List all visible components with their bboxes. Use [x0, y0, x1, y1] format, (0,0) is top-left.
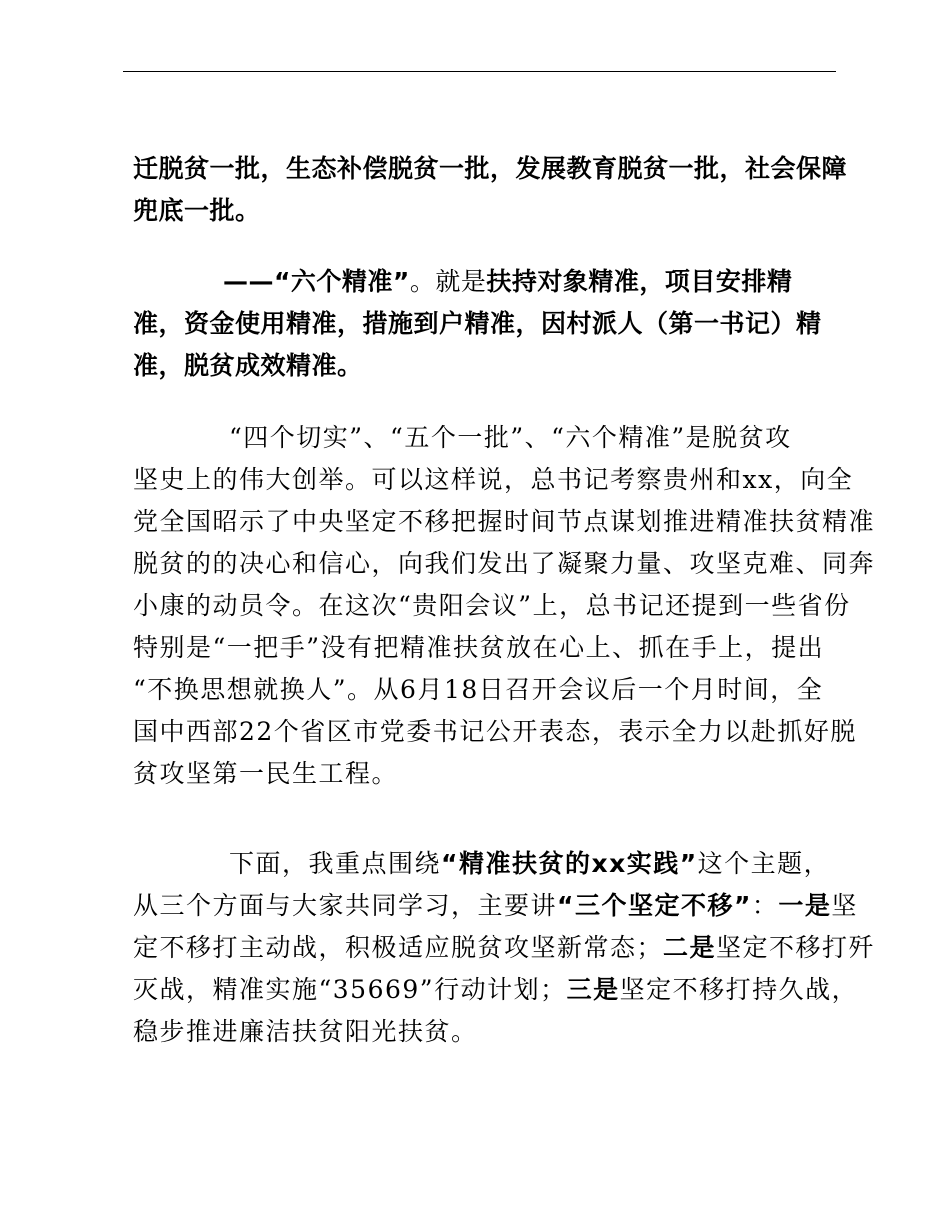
bold-phrase: “三个坚定不移” — [557, 891, 752, 920]
text-line — [133, 969, 859, 1011]
paragraph-4 — [133, 843, 876, 1053]
text-line: “不换思想就换人”。从6月18日召开会议后一个月时间，全 — [133, 675, 824, 704]
paragraph-2 — [133, 261, 833, 387]
bold-phrase: 三是 — [566, 975, 620, 1004]
inline-text: 坚 — [831, 891, 858, 920]
inline-text: 坚定不移打歼 — [716, 933, 876, 962]
inline-text: 定不移打主动战，积极适应脱贫攻坚新常态； — [133, 933, 664, 962]
inline-text: 。就是 — [409, 267, 487, 296]
text-line — [133, 261, 833, 303]
text-line — [133, 843, 833, 885]
text-line: 国中西部22个省区市党委书记公开表态，表示全力以赴抓好脱 — [133, 717, 857, 746]
text-line: 迁脱贫一批，生态补偿脱贫一批，发展教育脱贫一批，社会保障 — [133, 154, 848, 183]
inline-text: 灭战，精准实施“35669”行动计划； — [133, 975, 567, 1004]
paragraph-1 — [133, 148, 848, 232]
text-line: 兜底一批。 — [133, 196, 261, 225]
text-line: 坚史上的伟大创举。可以这样说，总书记考察贵州和xx，向全 — [133, 465, 854, 494]
inline-text: ： — [751, 891, 779, 920]
text-line — [133, 885, 858, 927]
text-line: 脱贫的的决心和信心，向我们发出了凝聚力量、攻坚克难、同奔 — [133, 549, 876, 578]
text-line: 贫攻坚第一民生工程。 — [133, 759, 399, 788]
text-line: 小康的动员令。在这次“贵阳会议”上，总书记还提到一些省份 — [133, 591, 851, 620]
inline-text: 下面，我重点围绕 — [229, 849, 442, 878]
text-line: 党全国昭示了中央坚定不移把握时间节点谋划推进精准扶贫精准 — [133, 507, 876, 536]
inline-text: 坚定不移打持久战， — [619, 975, 859, 1004]
text-line — [133, 927, 876, 969]
bold-phrase: 二是 — [663, 933, 717, 962]
text-line: 稳步推进廉洁扶贫阳光扶贫。 — [133, 1017, 478, 1046]
inline-text: 扶持对象精准，项目安排精 — [486, 267, 793, 296]
paragraph-3 — [133, 417, 876, 795]
header-rule — [123, 71, 836, 72]
inline-text: 从三个方面与大家共同学习，主要讲 — [133, 891, 558, 920]
inline-text: 这个主题， — [697, 849, 831, 878]
text-line: “四个切实”、“五个一批”、“六个精准”是脱贫攻 — [229, 423, 792, 452]
bold-phrase: “精准扶贫的xx实践” — [441, 849, 698, 878]
text-line: 准，脱贫成效精准。 — [133, 351, 363, 380]
bold-phrase: 一是 — [778, 891, 832, 920]
text-line: 特别是“一把手”没有把精准扶贫放在心上、抓在手上，提出 — [133, 633, 825, 662]
text-line: 准，资金使用精准，措施到户精准，因村派人（第一书记）精 — [133, 309, 822, 338]
six-precise-heading: ——“六个精准” — [223, 267, 410, 296]
